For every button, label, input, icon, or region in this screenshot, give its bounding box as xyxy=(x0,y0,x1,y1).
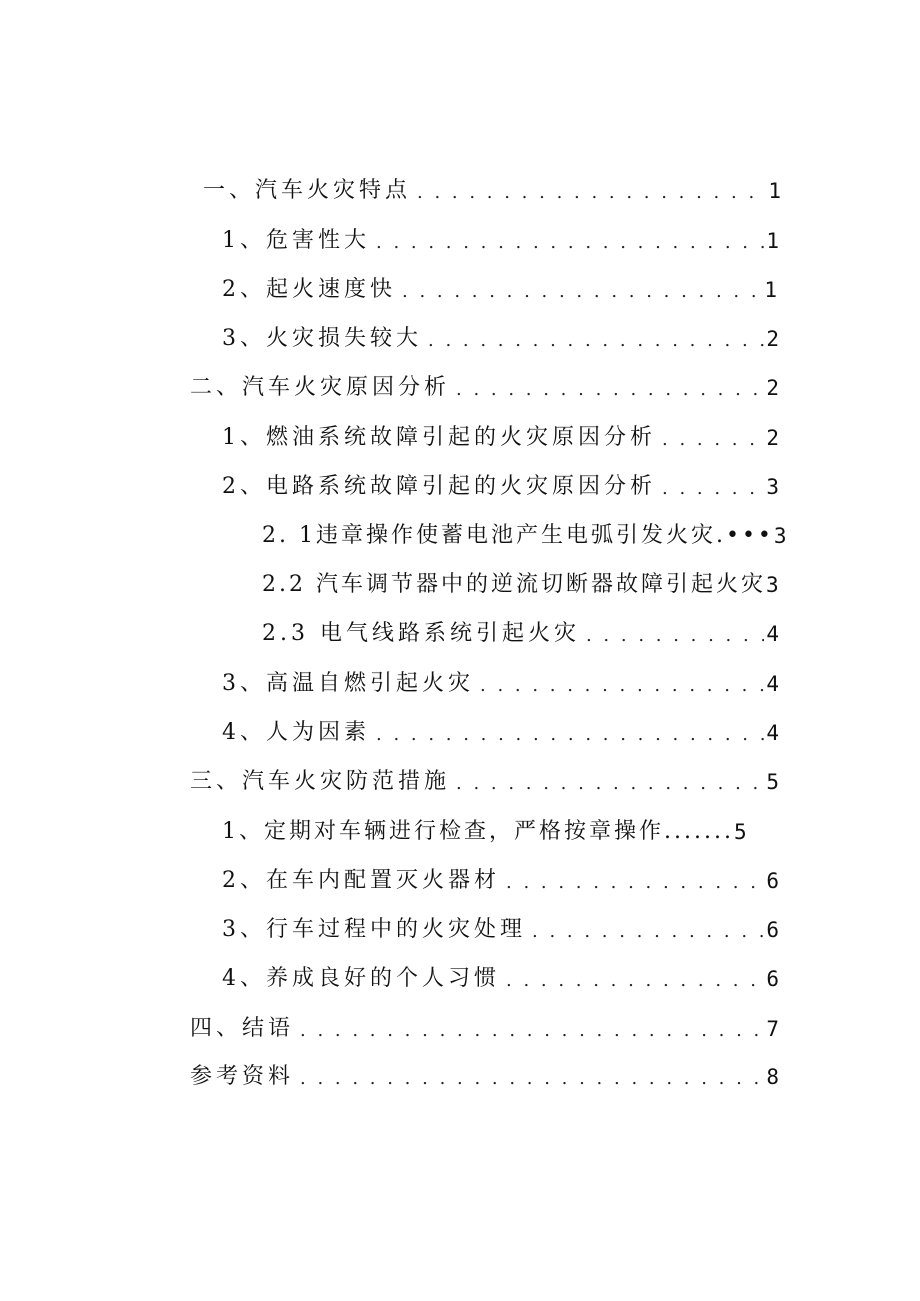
toc-page-number: 7 xyxy=(766,1017,779,1041)
toc-entry-3-3[interactable] xyxy=(222,911,779,945)
toc-page-number: 1 xyxy=(768,179,781,203)
toc-leader-dots xyxy=(376,718,764,748)
toc-entry-2-2-2[interactable] xyxy=(262,566,779,600)
toc-leader-dots xyxy=(480,669,764,699)
toc-page-number: 4 xyxy=(766,622,779,646)
toc-entry-2-2[interactable] xyxy=(222,468,779,502)
toc-entry-label: 3、火灾损失较大 xyxy=(222,326,422,351)
toc-entry-label: 4、养成良好的个人习惯 xyxy=(222,966,500,991)
toc-leader-dots xyxy=(662,472,764,502)
toc-entry-label: 1、危害性大 xyxy=(222,228,370,253)
toc-leader-dots xyxy=(662,423,764,453)
toc-entry-label: 二、汽车火灾原因分析 xyxy=(190,375,451,400)
toc-entry-3-4[interactable] xyxy=(222,960,779,994)
toc-entry-3-2[interactable] xyxy=(222,862,779,896)
toc-entry-section-4[interactable] xyxy=(190,1010,779,1044)
toc-entry-2-2-3[interactable] xyxy=(262,615,779,649)
toc-entry-1-1[interactable] xyxy=(222,222,779,256)
toc-page-number: 4 xyxy=(766,721,779,745)
toc-entry-section-3[interactable] xyxy=(190,763,779,797)
toc-page-number: 3 xyxy=(773,524,787,548)
toc-leader-dots xyxy=(402,275,762,305)
toc-page-number: 6 xyxy=(766,918,779,942)
toc-leader-dots xyxy=(506,964,764,994)
toc-page-number: 6 xyxy=(766,869,779,893)
toc-entry-1-3[interactable] xyxy=(222,320,779,354)
toc-page-number: 1 xyxy=(764,278,777,302)
toc-entry-section-1[interactable] xyxy=(203,172,781,206)
toc-entry-label: 2.2 汽车调节器中的逆流切断器故障引起火灾 xyxy=(262,572,766,597)
toc-entry-label: 一、汽车火灾特点 xyxy=(203,178,412,203)
toc-entry-label: 3、高温自燃引起火灾 xyxy=(222,671,474,696)
toc-entry-2-3[interactable] xyxy=(222,665,779,699)
toc-page-number: 4 xyxy=(766,672,779,696)
toc-page-number: 3 xyxy=(766,475,779,499)
toc-leader-dots xyxy=(428,324,764,354)
toc-entry-label: 1、燃油系统故障引起的火灾原因分析 xyxy=(222,425,656,450)
toc-leader-dots xyxy=(417,176,766,206)
toc-page-number: 6 xyxy=(766,967,779,991)
toc-entry-label: 3、行车过程中的火灾处理 xyxy=(222,917,526,942)
toc-entry-label: 2.3 电气线路系统引起火灾 xyxy=(262,621,580,646)
toc-page-number: 5 xyxy=(733,820,747,844)
toc-entry-section-2[interactable] xyxy=(190,369,779,403)
toc-entry-2-4[interactable] xyxy=(222,714,779,748)
toc-leader-dots xyxy=(456,767,764,797)
toc-page-number: 2 xyxy=(766,327,779,351)
toc-entry-2-2-1[interactable] xyxy=(262,517,787,551)
toc-entry-label: 2. 1违章操作使蓄电池产生电弧引发火灾.••• xyxy=(262,523,774,548)
toc-leader-dots xyxy=(300,1014,764,1044)
toc-entry-label: 4、人为因素 xyxy=(222,720,370,745)
toc-entry-references[interactable] xyxy=(190,1058,779,1092)
toc-entry-3-1[interactable] xyxy=(222,813,762,847)
toc-entry-label: 2、电路系统故障引起的火灾原因分析 xyxy=(222,474,656,499)
toc-page-number: 5 xyxy=(766,770,779,794)
toc-page-number: 8 xyxy=(766,1065,779,1089)
toc-entry-label: 四、结语 xyxy=(190,1016,295,1041)
toc-entry-label: 三、汽车火灾防范措施 xyxy=(190,769,451,794)
toc-entry-1-2[interactable] xyxy=(222,271,777,305)
toc-entry-2-1[interactable] xyxy=(222,419,779,453)
toc-leader-dots xyxy=(376,226,764,256)
toc-leader-dots xyxy=(506,866,764,896)
toc-entry-label: 2、在车内配置灭火器材 xyxy=(222,868,500,893)
toc-entry-label: 2、起火速度快 xyxy=(222,277,396,302)
toc-page-number: 1 xyxy=(766,229,779,253)
toc-leader-dots xyxy=(586,619,764,649)
toc-leader-dots xyxy=(456,373,764,403)
toc-entry-label: 参考资料 xyxy=(190,1064,295,1089)
toc-page-number: 2 xyxy=(766,426,779,450)
toc-leader-dots xyxy=(532,915,764,945)
toc-page-number: 3 xyxy=(765,573,779,597)
toc-entry-label: 1、定期对车辆进行检查，严格按章操作....... xyxy=(222,819,734,844)
toc-leader-dots xyxy=(300,1062,764,1092)
toc-page-number: 2 xyxy=(766,376,779,400)
